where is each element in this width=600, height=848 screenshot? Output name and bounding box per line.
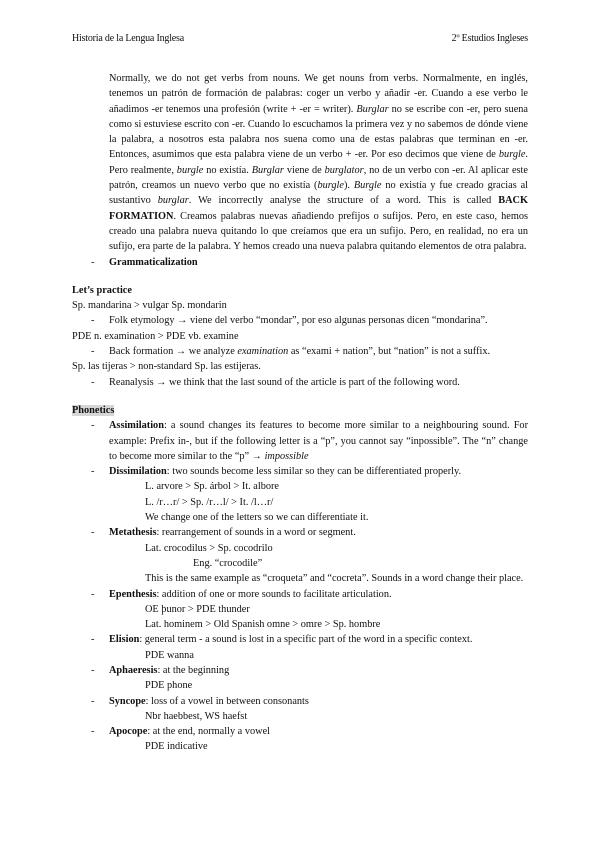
dissimilation-example-2: L. /r…r/ > Sp. /r…l/ > It. /l…r/ bbox=[145, 496, 274, 508]
syncope-example: Nbr haebbest, WS haefst bbox=[145, 710, 248, 722]
header-course-title: Historia de la Lengua Inglesa bbox=[72, 33, 184, 44]
dissimilation-item: - Dissimilation: two sounds become less similar so they can be differentiated properly. bbox=[72, 464, 528, 479]
phonetics-heading: Phonetics bbox=[72, 404, 115, 416]
epenthesis-example-2: Lat. hominem > Old Spanish omne > omre > Sp. hombre bbox=[145, 619, 381, 631]
assimilation-item: - Assimilation: a sound changes its features to become more similar to a neighbouring sound. For example: Prefix in-, but if the following letter is a “p”, you cannot say “inpossible”. The “n” change to become more similar to the “p” → impossible bbox=[72, 418, 528, 464]
practice-line-2: PDE n. examination > PDE vb. examine bbox=[72, 330, 239, 342]
grammaticalization-item: - Grammaticalization bbox=[72, 255, 528, 270]
practice-bullet-2: - Back formation → we analyze examination as “exami + nation”, but “nation” is not a suffix. bbox=[72, 344, 528, 359]
epenthesis-example-1: OE þunor > PDE thunder bbox=[145, 603, 250, 615]
elision-example: PDE wanna bbox=[145, 649, 194, 661]
syncope-item: - Syncope: loss of a vowel in between consonants bbox=[72, 694, 528, 709]
aphaeresis-example: PDE phone bbox=[145, 680, 193, 692]
metathesis-example-2: Eng. “crocodile” bbox=[193, 557, 263, 569]
metathesis-note: This is the same example as “croqueta” and “cocreta”. Sounds in a word change their place. bbox=[145, 573, 524, 585]
practice-line-3: Sp. las tijeras > non-standard Sp. las estijeras. bbox=[72, 361, 261, 373]
dissimilation-example-1: L. arvore > Sp. árbol > It. albore bbox=[145, 481, 279, 493]
metathesis-item: - Metathesis: rearrangement of sounds in a word or segment. bbox=[72, 525, 528, 540]
apocope-item: - Apocope: at the end, normally a vowel bbox=[72, 724, 528, 739]
apocope-example: PDE indicative bbox=[145, 741, 208, 753]
practice-line-1: Sp. mandarina > vulgar Sp. mondarin bbox=[72, 300, 227, 312]
header-program: 2º Estudios Ingleses bbox=[451, 33, 528, 44]
epenthesis-item: - Epenthesis: addition of one or more sounds to facilitate articulation. bbox=[72, 587, 528, 602]
page-body bbox=[72, 71, 528, 755]
practice-bullet-1: - Folk etymology → viene del verbo “mondar”, por eso algunas personas dicen “mondarina”. bbox=[72, 313, 528, 328]
practice-heading: Let’s practice bbox=[72, 284, 132, 296]
aphaeresis-item: - Aphaeresis: at the beginning bbox=[72, 663, 528, 678]
back-formation-paragraph: Normally, we do not get verbs from nouns. We get nouns from verbs. Normalmente, en inglés, tenemos un patrón de formación de palabras: coger un verbo y añadir -er. Cuando a ese verbo le añadimos -er tenemos una profesión (write + -er = writer). Burglar no se escribe con -er, pero suena como si estuviese escrito con -er. Cuando lo escuchamos la primera vez y no sabemos de dónde viene la palabra, a nosotros esta palabra nos suena como una de estas palabras que terminan en -er. Entonces, asumimos que esta palabra viene de un verbo + -er. Por eso decimos que viene de burgle. Pero realmente, burgle no existía. Burglar viene de burglator, no de un verbo con -er. Al aplicar este patrón, creamos un nuevo verbo que no existía (burgle). Burgle no existía y fue creado gracias al sustantivo burglar. We incorrectly analyse the structure of a word. This is called BACK FORMATION. Creamos palabras nuevas añadiendo prefijos o sufijos. Pero, en este caso, hemos creado una palabra nueva quitando lo que creíamos que era un sufijo. Pero, en realidad, no era un sufijo, era parte de la palabra. Y hemos creado una nueva palabra quitando elementos de otra palabra. bbox=[109, 73, 529, 253]
dissimilation-note: We change one of the letters so we can differentiate it. bbox=[145, 512, 369, 524]
elision-item: - Elision: general term - a sound is lost in a specific part of the word in a specific context. bbox=[72, 632, 528, 647]
metathesis-example-1: Lat. crocodilus > Sp. cocodrilo bbox=[145, 542, 273, 554]
practice-bullet-3: - Reanalysis → we think that the last sound of the article is part of the following word. bbox=[72, 375, 528, 390]
